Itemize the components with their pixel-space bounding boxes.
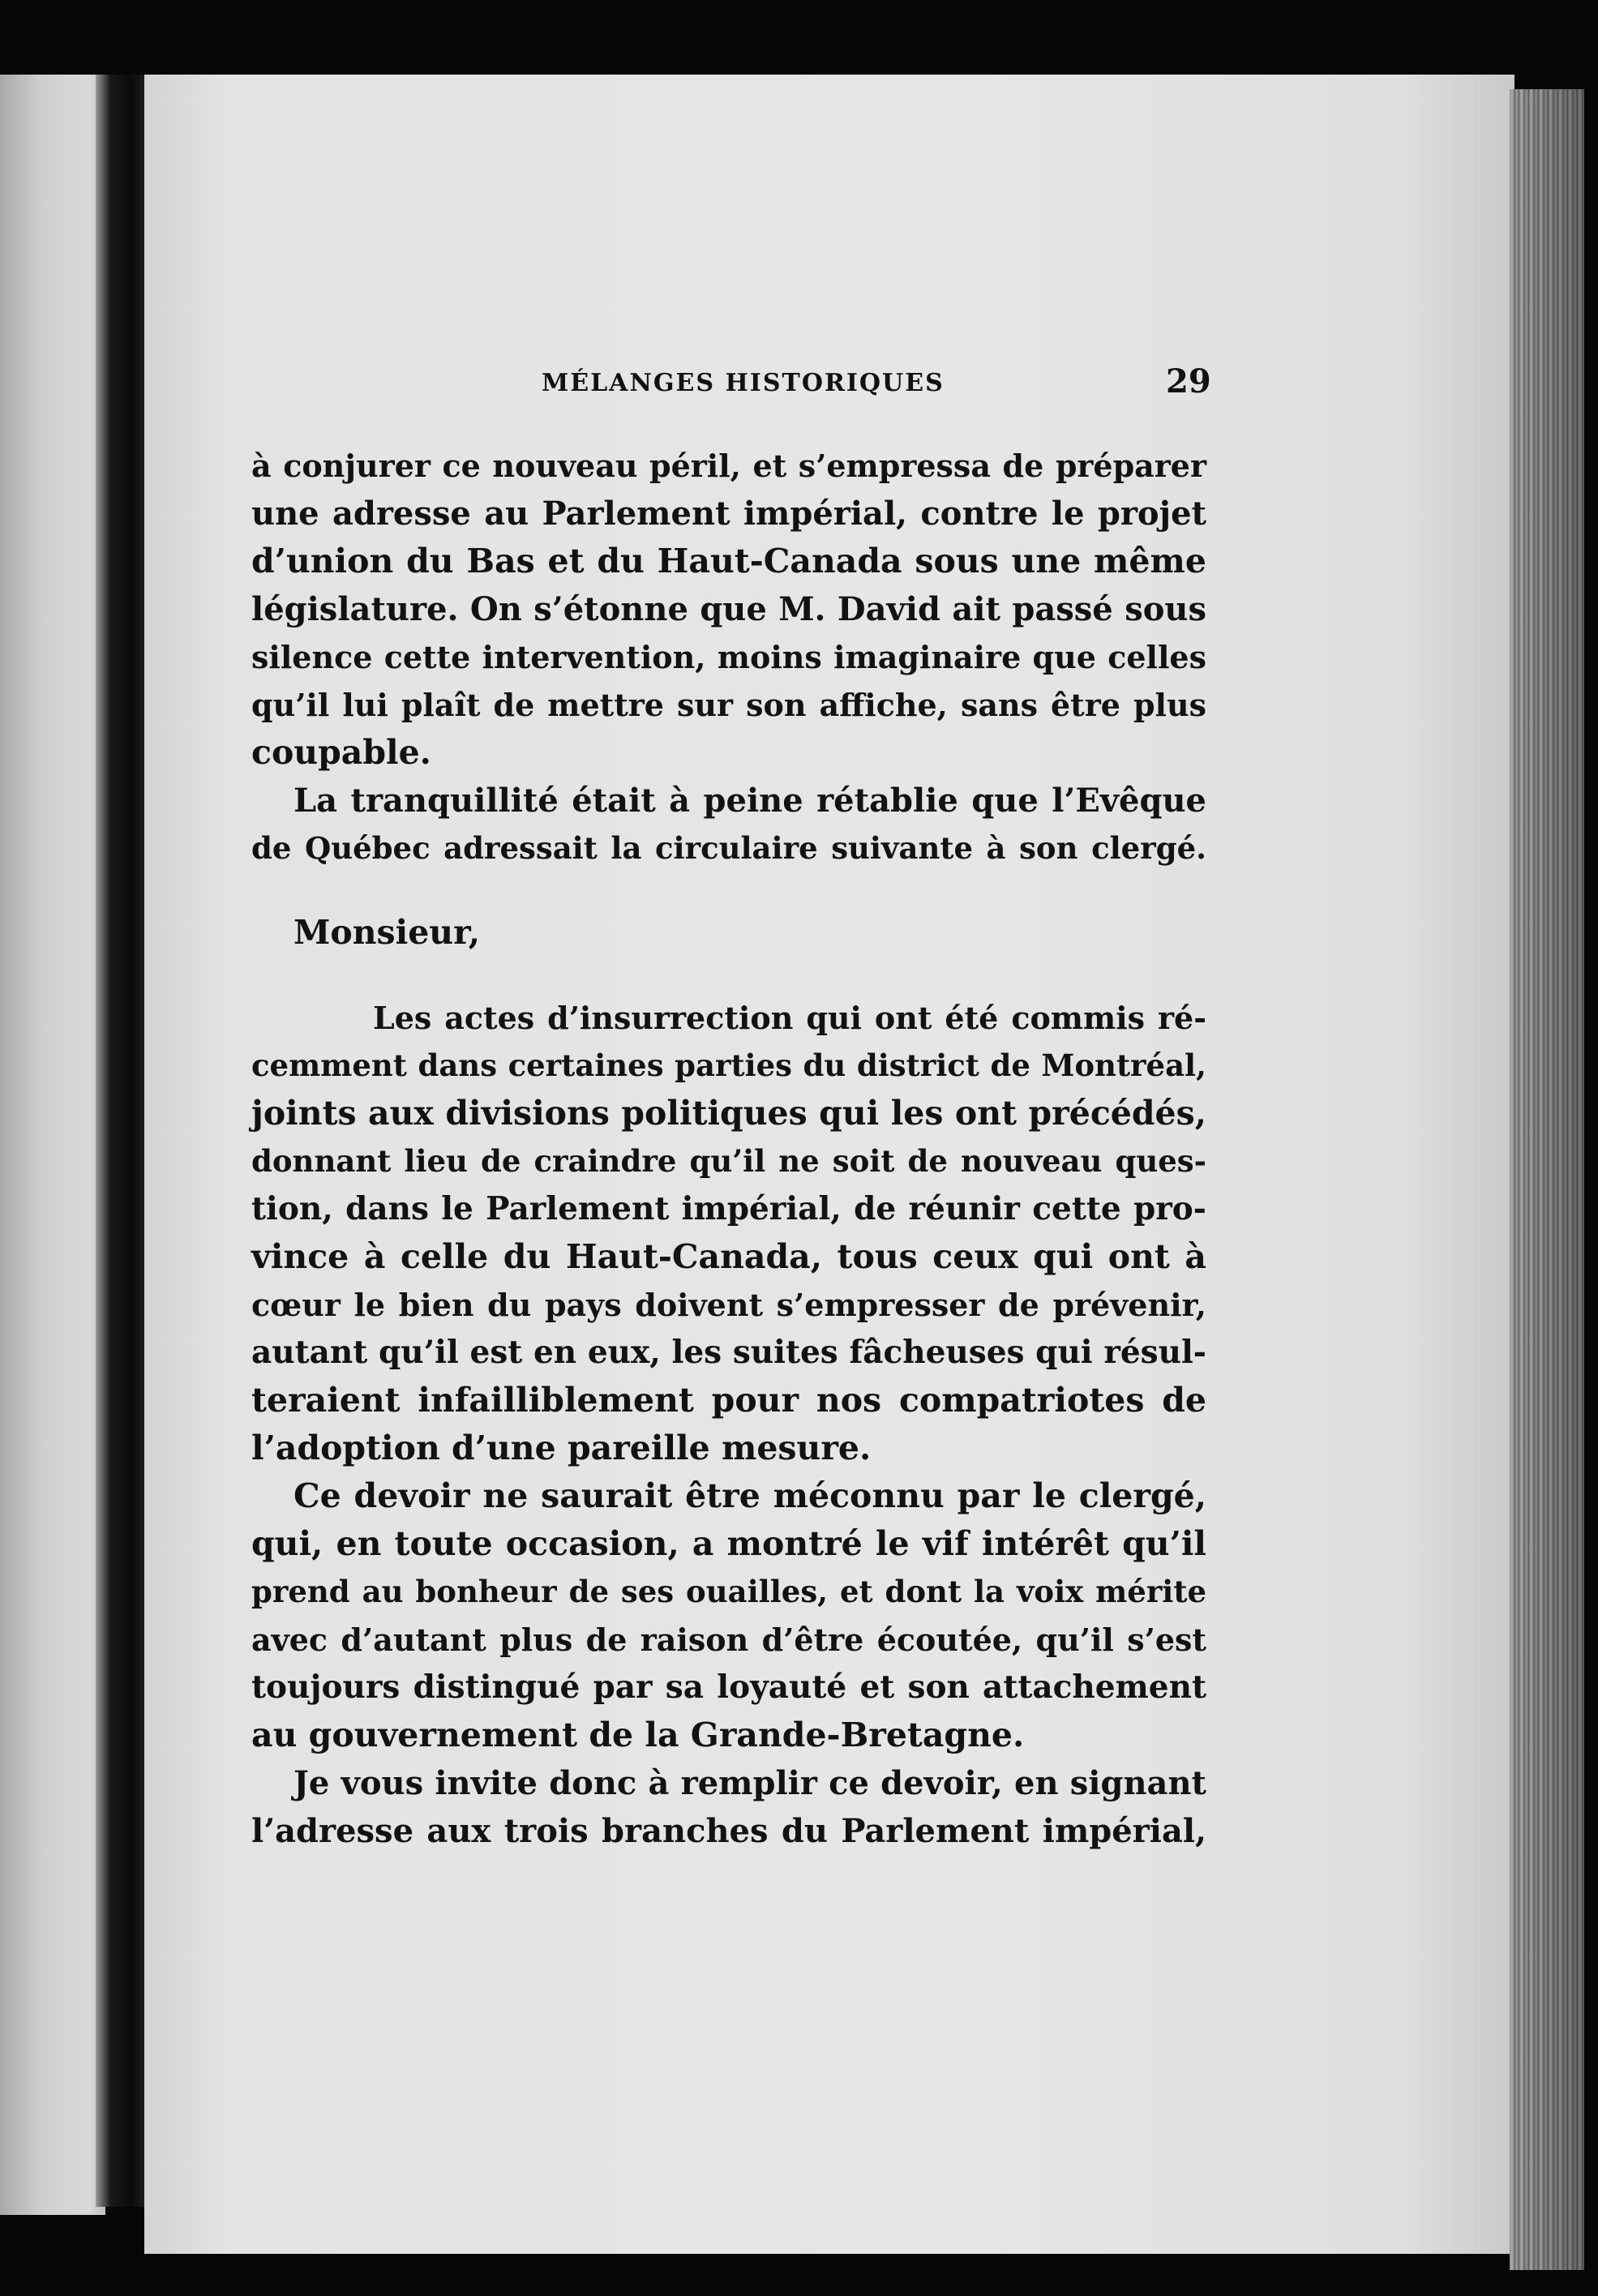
text-line: coupable. <box>251 733 431 772</box>
text-line: qui, en toute occasion, a montré le vif intérêt qu’il <box>251 1524 1206 1563</box>
text-line: à conjurer ce nouveau péril, et s’empressa de préparer <box>251 448 1206 484</box>
text-line: l’adoption d’une pareille mesure. <box>251 1429 872 1467</box>
text-line: teraient infailliblement pour nos compatriotes de <box>251 1381 1206 1420</box>
text-line: de Québec adressait la circulaire suivante à son clergé. <box>251 830 1206 866</box>
text-line: cœur le bien du pays doivent s’empresser de prévenir, <box>251 1287 1206 1323</box>
text-line: une adresse au Parlement impérial, contre le projet <box>251 495 1206 533</box>
text-line: législature. On s’étonne que M. David ait passé sous <box>251 590 1206 628</box>
text-line: toujours distingué par sa loyauté et son attachement <box>251 1668 1206 1706</box>
text-line: silence cette intervention, moins imaginaire que celles <box>251 639 1206 675</box>
text-line: autant qu’il est en eux, les suites fâcheuses qui résul- <box>251 1334 1206 1371</box>
text-line: vince à celle du Haut-Canada, tous ceux qui ont à <box>251 1237 1206 1276</box>
text-line: tion, dans le Parlement impérial, de réunir cette pro- <box>251 1190 1206 1227</box>
page-edges <box>1510 89 1584 2270</box>
text-line: cemment dans certaines parties du district de Montréal, <box>251 1047 1206 1083</box>
text-line: La tranquillité était à peine rétablie que l’Evêque <box>293 782 1206 820</box>
text-line: joints aux divisions politiques qui les ont précédés, <box>251 1094 1206 1133</box>
text-line: Je vous invite donc à remplir ce devoir, en signant <box>293 1764 1206 1802</box>
running-head: MÉLANGES HISTORIQUES <box>542 369 945 397</box>
page-number: 29 <box>1166 362 1211 401</box>
left-page-edge <box>0 75 105 2215</box>
text-line: l’adresse aux trois branches du Parlement impérial, <box>251 1812 1206 1850</box>
text-line: qu’il lui plaît de mettre sur son affiche, sans être plus <box>251 687 1206 723</box>
text-line: Ce devoir ne saurait être méconnu par le clergé, <box>293 1476 1206 1515</box>
spacer <box>251 872 1206 909</box>
text-line: d’union du Bas et du Haut-Canada sous une même <box>251 542 1206 580</box>
text-line: Les actes d’insurrection qui ont été commis ré- <box>373 1000 1206 1036</box>
text-line: donnant lieu de craindre qu’il ne soit de nouveau ques- <box>251 1143 1206 1179</box>
text-line: prend au bonheur de ses ouailles, et dont la voix mérite <box>251 1574 1206 1609</box>
body-text <box>251 442 1206 1855</box>
letter-salutation: Monsieur, <box>293 913 480 952</box>
spacer <box>251 957 1206 994</box>
text-line: avec d’autant plus de raison d’être écoutée, qu’il s’est <box>251 1621 1206 1658</box>
text-line: au gouvernement de la Grande-Bretagne. <box>251 1716 1025 1754</box>
